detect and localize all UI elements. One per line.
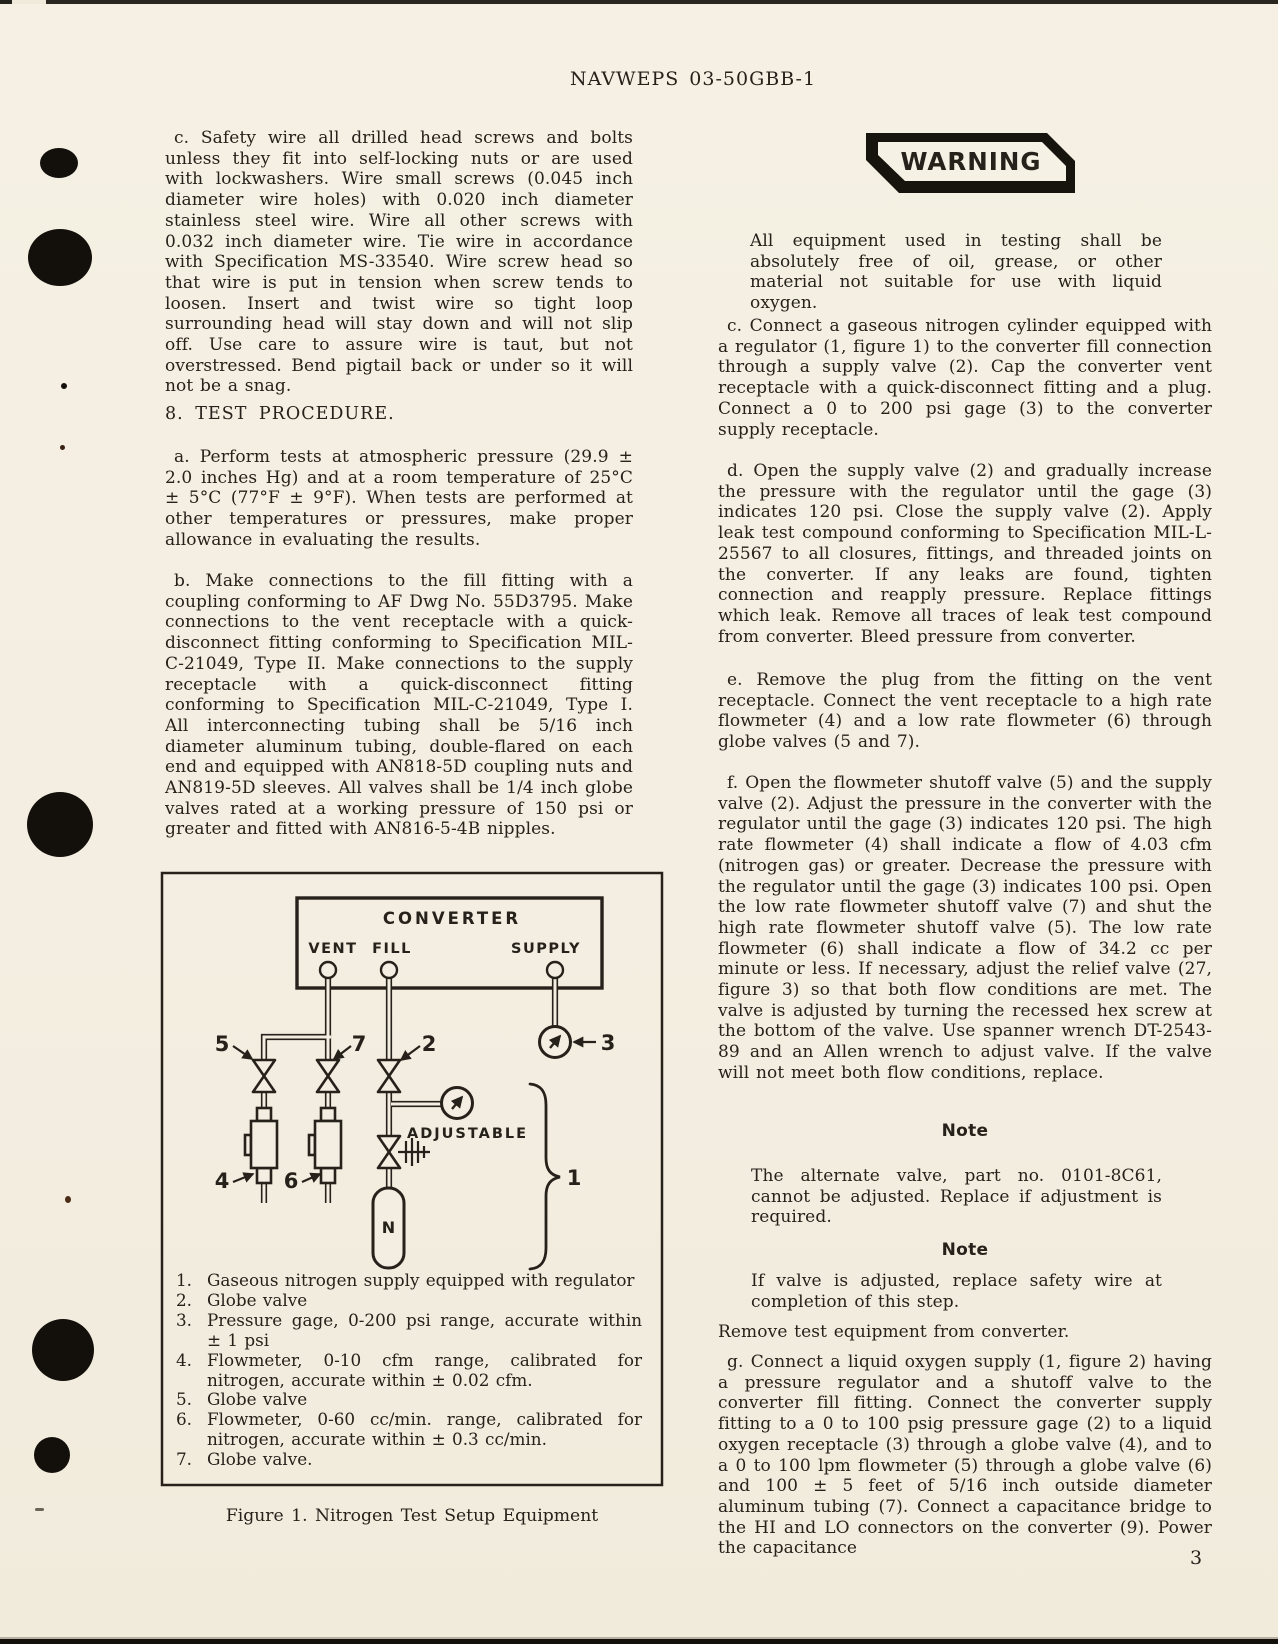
para-8c-right [718,316,1212,440]
callout-3: 3 [600,1031,616,1055]
supply-label: SUPPLY [511,941,581,957]
legend-item-number: 6. [176,1409,193,1430]
para-8f [718,773,1212,1084]
note-2 [751,1271,1162,1312]
para-remove-equipment-text: Remove test equipment from converter. [718,1322,1070,1342]
globe-valve-5 [253,1060,275,1092]
globe-valve-2 [378,1060,400,1092]
scan-mark [61,383,67,389]
fill-port [381,962,397,978]
para-8c-safety-wire [165,128,633,397]
note-1-text: The alternate valve, part no. 0101-8C61, cannot be adjusted. Replace if adjustment is required. [751,1166,1162,1228]
warning-text: All equipment used in testing shall be absolutely free of oil, grease, or other material not suitable for use with liquid oxygen. [750,231,1162,314]
pressure-gage-3 [540,1027,571,1058]
callout-6: 6 [283,1169,299,1193]
adjustable-label: ADJUSTABLE [407,1126,529,1142]
flowmeter-6 [309,1108,341,1183]
legend-item-text: Globe valve [207,1289,308,1310]
adjustable-gage-icon [442,1088,473,1119]
vent-port [320,962,336,978]
para-8g [718,1352,1212,1559]
scan-mark [60,445,65,450]
para-8a-text: a. Perform tests at atmospheric pressure (29.9 ± 2.0 inches Hg) and at a room temperature of 25°C ± 5°C (77°F ± 9°F). When tests are performed at other temperatures or pressures, make proper allowance in evaluating the results. [165,447,633,550]
flowmeter-4 [245,1108,277,1183]
scan-mark [34,1437,70,1473]
vent-label: VENT [308,941,358,957]
globe-valve-7 [317,1060,339,1092]
adjustable-valve [378,1136,400,1168]
para-8d [718,461,1212,647]
para-8b-text: b. Make connections to the fill fitting with a coupling conforming to AF Dwg No. 55D3795. Make connections to the vent receptacle with a quick-disconnect fitting conforming to Specification MIL-C-21049, Type II. Make connections to the supply receptacle with a quick-disconnect fitting conforming to Specification MIL-C-21049, Type I. All interconnecting tubing shall be 5/16 inch diameter aluminum tubing, double-flared on each end and equipped with AN818-5D coupling nuts and AN819-5D sleeves. All valves shall be 1/4 inch globe valves rated at a working pressure of 150 psi or greater and fitted with AN816-5-4B nipples. [165,571,633,840]
para-8e [718,670,1212,753]
legend-item-text: Flowmeter, 0-10 cfm range, calibrated for nitrogen, accurate within ± 0.02 cfm. [207,1349,642,1390]
legend-item-number: 5. [176,1389,193,1410]
callout-arrows [233,1042,596,1182]
legend-item [176,1351,642,1391]
page-number: 3 [1190,1547,1203,1569]
scan-mark [40,148,78,178]
pipes-outline [264,976,555,1203]
figure-caption: Figure 1. Nitrogen Test Setup Equipment [225,1506,599,1526]
legend-item-text: Flowmeter, 0-60 cc/min. range, calibrated for nitrogen, accurate within ± 0.3 cc/min. [207,1409,642,1450]
figure-legend [176,1271,642,1470]
nitrogen-cylinder [373,1188,404,1268]
legend-item [176,1450,642,1470]
scan-mark [27,792,93,857]
legend-item-number: 3. [176,1309,193,1330]
legend-item-text: Gaseous nitrogen supply equipped with regulator [207,1270,635,1290]
para-8d-text: d. Open the supply valve (2) and gradually increase the pressure with the regulator until the gage (3) indicates 120 psi. Close the supply valve (2). Apply leak test compound conforming to Specification MIL-L-25567 to all closures, fittings, and threaded joints on the converter. If any leaks are found, tighten connection and reapply pressure. Replace fittings which leak. Remove all traces of leak test compound from converter. Bleed pressure from converter. [718,461,1212,647]
para-8c-text: c. Safety wire all drilled head screws and bolts unless they fit into self-locking nuts or are used with lockwashers. Wire small screws (0.045 inch diameter wire holes) with 0.020 inch diameter stainless steel wire. Wire all other screws with 0.032 inch diameter wire. Tie wire in accordance with Specification MS-33540. Wire screw head so that wire is put in tension when screw tends to loosen. Insert and twist wire so tight loop surrounding head will stay down and will not slip off. Use care to assure wire is taut, but not overstressed. Bend pigtail back or under so it will not be a snag. [165,128,633,397]
para-8g-text: g. Connect a liquid oxygen supply (1, figure 2) having a pressure regulator and a shutoff valve to the converter fill fitting. Connect the converter supply fitting to a 0 to 100 psig pressure gage (2) to a liquid oxygen receptacle (3) through a globe valve (4), and to a 0 to 100 lpm flowmeter (5) through a globe valve (6) and 100 ± 5 feet of 5/16 inch outside diameter aluminum tubing (7). Connect a capacitance bridge to the HI and LO connectors on the converter (9). Power the capacitance [718,1352,1212,1559]
legend-item [176,1291,642,1311]
callout-5: 5 [214,1032,230,1056]
para-8c-right-text: c. Connect a gaseous nitrogen cylinder equipped with a regulator (1, figure 1) to the converter fill connection through a supply valve (2). Cap the converter vent receptacle with a quick-disconnect fitting and a plug. Connect a 0 to 200 psi gage (3) to the converter supply receptacle. [718,316,1212,440]
callout-1: 1 [566,1166,582,1190]
para-8b [165,571,633,840]
brace-callout-1 [530,1084,560,1269]
scan-edge-top [0,0,1278,4]
callout-2: 2 [421,1032,437,1056]
doc-number-header: NAVWEPS 03-50GBB-1 [569,68,817,90]
callout-4: 4 [214,1169,230,1193]
para-8f-text: f. Open the flowmeter shutoff valve (5) and the supply valve (2). Adjust the pressure in the converter with the regulator until the gage (3) indicates 120 psi. The high rate flowmeter (4) shall indicate a flow of 4.03 cfm (nitrogen gas) or greater. Decrease the pressure with the regulator until the gage (3) indicates 100 psi. Open the low rate flowmeter shutoff valve (7) and shut the high rate flowmeter shutoff valve (5). The low rate flowmeter (6) shall indicate a flow of 34.2 cc per minute or less. If necessary, adjust the relief valve (27, figure 3) so that both flow conditions are met. The valve is adjusted by turning the recessed hex screw at the bottom of the valve. Use spanner wrench DT-2543-89 and an Allen wrench to adjust valve. If the valve will not meet both flow conditions, replace. [718,773,1212,1083]
note-1 [751,1166,1162,1228]
warning-text-block [750,231,1162,314]
note-heading-1: Note [941,1121,989,1141]
legend-item [176,1311,642,1351]
cylinder-label: N [381,1218,396,1237]
note-heading-2: Note [941,1240,989,1260]
supply-port [547,962,563,978]
warning-banner [850,125,1090,220]
legend-item-text: Globe valve [207,1389,308,1410]
adjuster-screw-icon [398,1138,430,1166]
legend-item-number: 7. [176,1449,193,1470]
scan-mark [32,1319,94,1381]
legend-item-text: Globe valve. [207,1449,313,1470]
legend-item-number: 4. [176,1349,193,1370]
legend-item-number: 1. [176,1270,193,1290]
warning-label: WARNING [900,147,1042,176]
legend-item [176,1410,642,1450]
para-8a [165,447,633,551]
para-8e-text: e. Remove the plug from the fitting on the vent receptacle. Connect the vent receptacle to a high rate flowmeter (4) and a low rate flowmeter (6) through globe valves (5 and 7). [718,670,1212,753]
note-2-text: If valve is adjusted, replace safety wire at completion of this step. [751,1271,1162,1312]
para-remove-equipment [718,1322,1212,1343]
callout-7: 7 [351,1032,367,1056]
converter-label: CONVERTER [382,909,522,928]
legend-item [176,1271,642,1291]
pipes-core [264,976,555,1203]
section-heading-test-procedure: 8. TEST PROCEDURE. [165,404,395,424]
legend-item-number: 2. [176,1289,193,1310]
fill-label: FILL [372,941,412,957]
scan-mark [35,1508,44,1511]
legend-item-text: Pressure gage, 0-200 psi range, accurate within ± 1 psi [207,1309,642,1350]
scan-mark [65,1196,71,1203]
legend-item [176,1390,642,1410]
scan-edge-bottom [0,1637,1278,1644]
scan-mark [28,229,92,286]
